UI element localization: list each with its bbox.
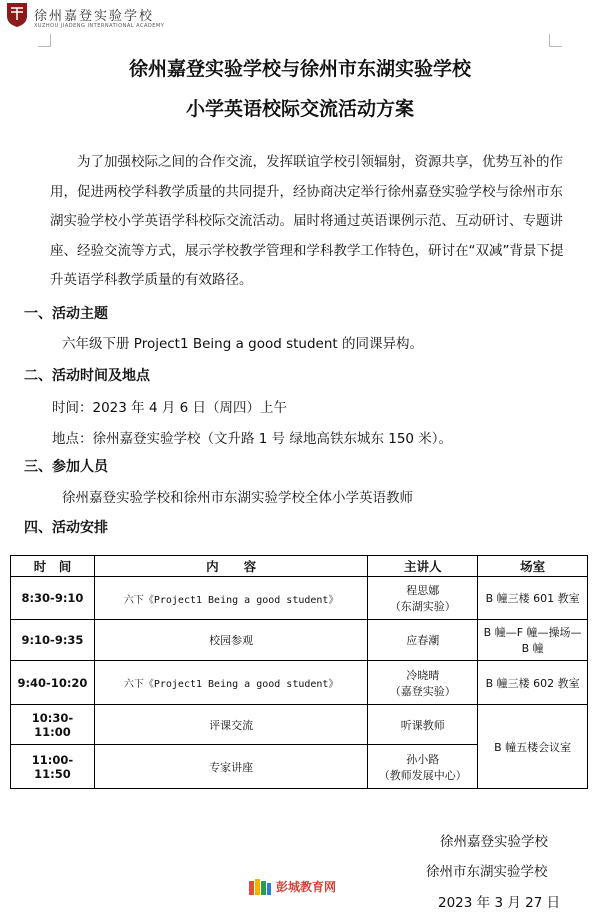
header-time: 时 间 <box>11 556 95 577</box>
event-place: 地点：徐州嘉登实验学校（文升路 1 号 绿地高铁东城东 150 米）。 <box>52 431 453 447</box>
section-heading-time-place: 二、活动时间及地点 <box>24 368 150 384</box>
section-heading-participants: 三、参加人员 <box>24 459 108 475</box>
row-room-merged: B 幢五楼会议室 <box>478 705 588 789</box>
table-row <box>11 705 588 745</box>
table-row <box>11 577 588 620</box>
table-row <box>11 661 588 705</box>
page-corner-mark <box>38 34 51 47</box>
row-speaker <box>368 705 478 745</box>
row-time: 9:10-9:35 <box>11 620 95 661</box>
watermark-text: 彭城教育网 <box>276 880 337 894</box>
page-corner-mark <box>549 34 562 47</box>
section-heading-theme: 一、活动主题 <box>24 306 108 322</box>
watermark <box>248 876 368 898</box>
school-crest-icon <box>6 2 28 28</box>
signature-date: 2023 年 3 月 27 日 <box>438 895 561 911</box>
header-content: 内 容 <box>94 556 367 577</box>
signature-org2: 徐州市东湖实验学校 <box>426 864 548 880</box>
row-content: 校园参观 <box>94 620 367 661</box>
row-speaker <box>368 577 478 620</box>
table-header-row <box>11 556 588 577</box>
speaker-affiliation: （嘉登实验） <box>389 684 456 698</box>
row-time: 11:00-11:50 <box>11 745 95 789</box>
intro-paragraph: 为了加强校际之间的合作交流，发挥联谊学校引领辐射，资源共享，优势互补的作用，促进两校学科教学质量的共同提升，经协商决定举行徐州嘉登实验学校与徐州市东湖实验学校小学英语学科校际交流活动。届时将通过英语课例示范、互动研讨、专题讲座、经验交流等方式，展示学校教学管理和学科教学工作特色，研讨在“双减”背景下提升英语学科教学质量的有效路径。 <box>50 154 564 289</box>
school-name-en: XUZHOU JIADENG INTERNATIONAL ACADEMY <box>34 23 165 29</box>
header-speaker: 主讲人 <box>368 556 478 577</box>
event-time: 时间：2023 年 4 月 6 日（周四）上午 <box>52 400 287 416</box>
row-speaker <box>368 745 478 789</box>
row-time: 8:30-9:10 <box>11 577 95 620</box>
book-icon <box>248 878 272 896</box>
row-speaker <box>368 661 478 705</box>
row-time: 9:40-10:20 <box>11 661 95 705</box>
signature-org1: 徐州嘉登实验学校 <box>440 834 548 850</box>
table-row <box>11 620 588 661</box>
speaker-name: 应春潮 <box>406 634 440 647</box>
school-logo <box>6 2 206 46</box>
row-room: B 幢三楼 602 教室 <box>478 661 588 705</box>
schedule-table <box>10 555 588 789</box>
participants-text: 徐州嘉登实验学校和徐州市东湖实验学校全体小学英语教师 <box>62 490 413 506</box>
speaker-affiliation: （教师发展中心） <box>378 768 467 782</box>
school-name: 徐州嘉登实验学校 <box>34 9 155 24</box>
document-title-line1: 徐州嘉登实验学校与徐州市东湖实验学校 <box>128 58 471 80</box>
speaker-name: 听课教师 <box>400 718 445 732</box>
section-heading-schedule: 四、活动安排 <box>24 520 108 536</box>
row-speaker <box>368 620 478 661</box>
speaker-name: 程思娜 <box>406 584 440 597</box>
header-room: 场室 <box>478 556 588 577</box>
speaker-name: 孙小路 <box>406 752 440 766</box>
speaker-affiliation: （东湖实验） <box>389 600 456 613</box>
row-content: 六下《Project1 Being a good student》 <box>94 661 367 705</box>
theme-text: 六年级下册 Project1 Being a good student 的同课异构。 <box>62 336 424 352</box>
row-content: 评课交流 <box>94 705 367 745</box>
row-content: 专家讲座 <box>94 745 367 789</box>
row-content: 六下《Project1 Being a good student》 <box>94 577 367 620</box>
row-room: B 幢—F 幢—操场—B 幢 <box>478 620 588 661</box>
row-time: 10:30-11:00 <box>11 705 95 745</box>
row-room: B 幢三楼 601 教室 <box>478 577 588 620</box>
document-title-line2: 小学英语校际交流活动方案 <box>185 98 414 120</box>
speaker-name: 冷晓晴 <box>406 668 440 682</box>
